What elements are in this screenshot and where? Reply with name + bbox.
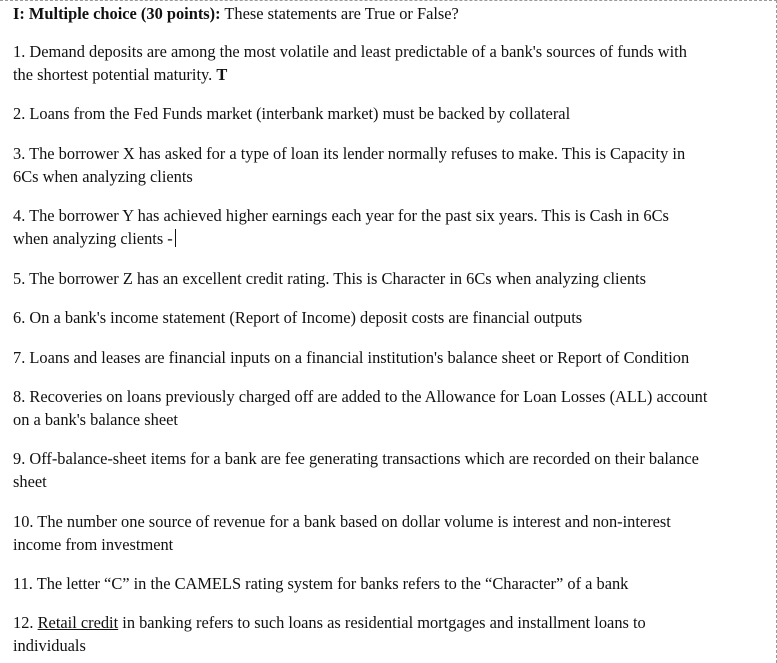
question-12-line-2 xyxy=(13,635,86,657)
question-number: 12. xyxy=(13,613,34,632)
question-text: The borrower Z has an excellent credit rating. This is Character in 6Cs when analyzing clients xyxy=(25,269,646,288)
question-4-line-1 xyxy=(13,205,669,227)
question-text: in banking refers to such loans as residential mortgages and installment loans to xyxy=(118,613,646,632)
question-number: 3. xyxy=(13,144,26,163)
question-1-answer: T xyxy=(216,65,228,84)
underlined-term: Retail credit xyxy=(37,613,119,632)
question-number: 8. xyxy=(13,387,26,406)
question-9-line-2 xyxy=(13,471,47,493)
question-1-line-2 xyxy=(13,64,227,86)
question-8-line-1 xyxy=(13,386,707,408)
question-5-line-1 xyxy=(13,268,646,290)
question-number: 11. xyxy=(13,574,33,593)
question-text: Demand deposits are among the most volatile and least predictable of a bank's sources of funds with xyxy=(25,42,687,61)
question-text: The borrower Y has achieved higher earnings each year for the past six years. This is Cash in 6Cs xyxy=(25,206,669,225)
question-number: 9. xyxy=(13,449,26,468)
question-number: 6. xyxy=(13,308,26,327)
question-8-line-2 xyxy=(13,409,178,431)
section-header-text: These statements are True or False? xyxy=(220,4,459,23)
section-header xyxy=(13,3,459,25)
question-text: The number one source of revenue for a bank based on dollar volume is interest and non-interest xyxy=(33,512,671,531)
question-number: 7. xyxy=(13,348,26,367)
text-cursor[interactable] xyxy=(175,229,176,247)
question-text: on a bank's balance sheet xyxy=(13,410,178,429)
question-3-line-2 xyxy=(13,166,193,188)
question-2-line-1 xyxy=(13,103,570,125)
question-text: Loans from the Fed Funds market (interbank market) must be backed by collateral xyxy=(25,104,571,123)
question-11-line-1 xyxy=(13,573,628,595)
question-3-line-1 xyxy=(13,143,685,165)
question-1-line-1 xyxy=(13,41,687,63)
question-4-line-2 xyxy=(13,228,176,250)
question-text: Off-balance-sheet items for a bank are fee generating transactions which are recorded on their balance xyxy=(25,449,699,468)
question-number: 10. xyxy=(13,512,34,531)
question-12-line-1 xyxy=(13,612,646,634)
question-number: 2. xyxy=(13,104,26,123)
question-text: On a bank's income statement (Report of Income) deposit costs are financial outputs xyxy=(25,308,583,327)
question-text: individuals xyxy=(13,636,86,655)
question-text: the shortest potential maturity. xyxy=(13,65,217,84)
question-text: sheet xyxy=(13,472,47,491)
question-text: when analyzing clients - xyxy=(13,229,173,248)
question-10-line-1 xyxy=(13,511,671,533)
question-number: 1. xyxy=(13,42,26,61)
question-text: income from investment xyxy=(13,535,174,554)
section-header-label: I: Multiple choice (30 points): xyxy=(13,4,221,23)
question-text: 6Cs when analyzing clients xyxy=(13,167,193,186)
question-9-line-1 xyxy=(13,448,699,470)
question-number: 4. xyxy=(13,206,26,225)
question-text: Recoveries on loans previously charged off are added to the Allowance for Loan Losses (ALL) account xyxy=(25,387,708,406)
question-10-line-2 xyxy=(13,534,173,556)
question-text: Loans and leases are financial inputs on a financial institution's balance sheet or Report of Condition xyxy=(25,348,690,367)
question-6-line-1 xyxy=(13,307,582,329)
question-number: 5. xyxy=(13,269,26,288)
question-7-line-1 xyxy=(13,347,689,369)
question-text: The letter “C” in the CAMELS rating system for banks refers to the “Character” of a bank xyxy=(32,574,629,593)
question-text: The borrower X has asked for a type of loan its lender normally refuses to make. This is Capacity in xyxy=(25,144,686,163)
